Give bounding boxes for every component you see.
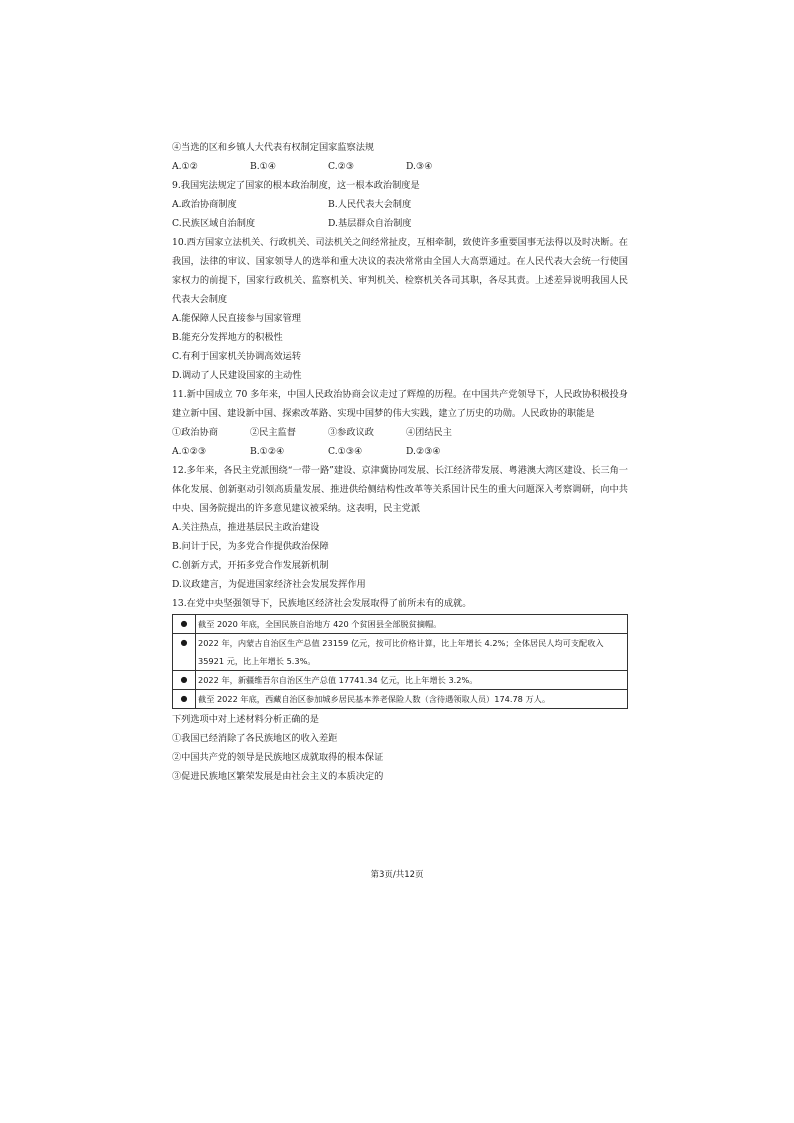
q13-stem: 13.在党中央坚强领导下，民族地区经济社会发展取得了前所未有的成就。 bbox=[172, 598, 472, 609]
material-row bbox=[173, 634, 628, 671]
q10-stem: 10.西方国家立法机关、行政机关、司法机关之间经常扯皮，互相牵制，致使许多重要国事无法得以及时决断。在我国，法律的审议、国家领导人的选举和重大决议的表决常常由全国人大高票通过。在人民代表大会统一行使国家权力的前提下，国家行政机关、监察机关、审判机关、检察机关各司其职，各尽其责。上述差异说明我国人民代表大会制度 bbox=[172, 237, 628, 305]
material-text: 截至 2020 年底，全国民族自治地方 420 个贫困县全部脱贫摘帽。 bbox=[196, 615, 628, 634]
q12-option-b: B.问计于民，为多党合作提供政治保障 bbox=[172, 541, 329, 552]
material-text: 2022 年，新疆维吾尔自治区生产总值 17741.34 亿元，比上年增长 3.2%。 bbox=[196, 671, 628, 690]
material-row bbox=[173, 671, 628, 690]
q11-options bbox=[172, 442, 628, 461]
q11-item-4: ④团结民主 bbox=[406, 427, 452, 438]
q8-option-a: A.①② bbox=[172, 161, 199, 172]
q12-option-d: D.议政建言，为促进国家经济社会发展发挥作用 bbox=[172, 579, 366, 590]
q11-option-a: A.①②③ bbox=[172, 446, 207, 457]
q10-option-c: C.有利于国家机关协调高效运转 bbox=[172, 351, 302, 362]
q13-item-3: ③促进民族地区繁荣发展是由社会主义的本质决定的 bbox=[172, 771, 384, 782]
bullet-icon: ● bbox=[173, 634, 196, 671]
bullet-icon: ● bbox=[173, 615, 196, 634]
q13-item-1: ①我国已经消除了各民族地区的收入差距 bbox=[172, 733, 338, 744]
bullet-icon: ● bbox=[173, 671, 196, 690]
q8-option-d: D.③④ bbox=[406, 161, 433, 172]
q8-item-4: ④当选的区和乡镇人大代表有权制定国家监察法规 bbox=[172, 142, 375, 153]
material-row bbox=[173, 690, 628, 709]
q9-option-a: A.政治协商制度 bbox=[172, 199, 237, 210]
q9-option-b: B.人民代表大会制度 bbox=[328, 199, 412, 210]
q10-option-b: B.能充分发挥地方的积极性 bbox=[172, 332, 283, 343]
q11-item-3: ③参政议政 bbox=[328, 427, 374, 438]
q9-option-c: C.民族区域自治制度 bbox=[172, 218, 256, 229]
material-text: 截至 2022 年底，西藏自治区参加城乡居民基本养老保险人数（含待遇领取人员）174.78 万人。 bbox=[196, 690, 628, 709]
q12-option-a: A.关注热点，推进基层民主政治建设 bbox=[172, 522, 320, 533]
q9-option-d: D.基层群众自治制度 bbox=[328, 218, 412, 229]
q12-option-c: C.创新方式，开拓多党合作发展新机制 bbox=[172, 560, 329, 571]
q11-stem: 11.新中国成立 70 多年来，中国人民政治协商会议走过了辉煌的历程。在中国共产党领导下，人民政协积极投身建立新中国、建设新中国、探索改革路、实现中国梦的伟大实践，建立了历史的功勋。人民政协的职能是 bbox=[172, 389, 628, 419]
material-text: 2022 年，内蒙古自治区生产总值 23159 亿元，按可比价格计算，比上年增长 4.2%；全体居民人均可支配收入 35921 元，比上年增长 5.3%。 bbox=[196, 634, 628, 671]
q11-item-2: ②民主监督 bbox=[250, 427, 296, 438]
q9-stem: 9.我国宪法规定了国家的根本政治制度，这一根本政治制度是 bbox=[172, 180, 420, 191]
material-row bbox=[173, 615, 628, 634]
q12-stem: 12.多年来，各民主党派围绕“一带一路”建设、京津冀协同发展、长江经济带发展、粤港澳大湾区建设、长三角一体化发展、创新驱动引领高质量发展、推进供给侧结构性改革等关系国计民生的重大问题深入考察调研，向中共中央、国务院提出的许多意见建议被采纳。这表明，民主党派 bbox=[172, 465, 628, 514]
q11-option-d: D.②③④ bbox=[406, 446, 441, 457]
question-content bbox=[172, 138, 628, 786]
q13-material-table bbox=[172, 614, 628, 709]
q10-option-d: D.调动了人民建设国家的主动性 bbox=[172, 370, 302, 381]
q9-options-row-2 bbox=[172, 214, 628, 233]
q11-option-c: C.①③④ bbox=[328, 446, 363, 457]
bullet-icon: ● bbox=[173, 690, 196, 709]
q13-question: 下列选项中对上述材料分析正确的是 bbox=[172, 714, 319, 725]
q10-option-a: A.能保障人民直接参与国家管理 bbox=[172, 313, 301, 324]
q11-option-b: B.①②④ bbox=[250, 446, 285, 457]
q8-option-c: C.②③ bbox=[328, 161, 355, 172]
q9-options-row-1 bbox=[172, 195, 628, 214]
q11-item-1: ①政治协商 bbox=[172, 427, 218, 438]
page-number: 第3页/共12页 bbox=[370, 870, 424, 880]
q13-item-2: ②中国共产党的领导是民族地区成就取得的根本保证 bbox=[172, 752, 384, 763]
q8-option-b: B.①④ bbox=[250, 161, 277, 172]
q8-options bbox=[172, 157, 628, 176]
q11-items bbox=[172, 423, 628, 442]
